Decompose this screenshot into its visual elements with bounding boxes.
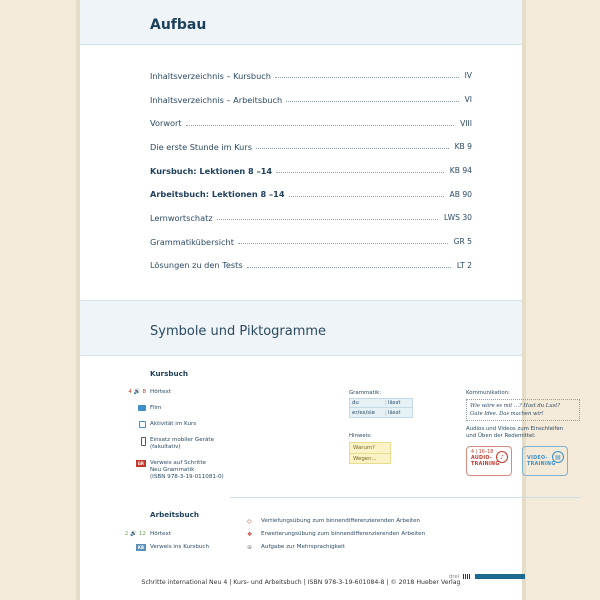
legend-item-mobile xyxy=(120,437,214,451)
toc-page-ref: LWS 30 xyxy=(444,213,472,223)
toc-row[interactable] xyxy=(150,64,472,88)
toc-label: Grammatikübersicht xyxy=(150,236,234,247)
toc-row[interactable] xyxy=(150,206,472,230)
toc-page-ref: IV xyxy=(464,71,472,81)
toc-row[interactable] xyxy=(150,111,472,135)
toc-page-ref: KB 9 xyxy=(454,142,472,152)
toc-label: Lösungen zu den Tests xyxy=(150,260,243,271)
page-title: Aufbau xyxy=(150,17,207,33)
symbols-band xyxy=(80,300,522,356)
toc-row[interactable] xyxy=(150,254,472,278)
toc-row[interactable] xyxy=(150,88,472,112)
toc-label: Inhaltsverzeichnis – Kursbuch xyxy=(150,70,271,81)
toc-leader-dots xyxy=(247,267,451,268)
toc-page-ref: GR 5 xyxy=(453,237,472,247)
kursbuch-title: Kursbuch xyxy=(150,369,189,378)
toc-leader-dots xyxy=(186,125,454,126)
diamond-outline-icon: ◇ xyxy=(247,518,252,525)
toc-row[interactable] xyxy=(150,159,472,183)
legend-item-grammar xyxy=(120,460,224,481)
grammar-row xyxy=(350,408,412,417)
grammar-label: Grammatik: xyxy=(349,390,382,396)
audio-track-code: 4 | 16–18 xyxy=(471,450,494,455)
toc-row[interactable] xyxy=(150,230,472,254)
legend-item-label: Aufgabe zur Mehrsprachigkeit xyxy=(261,544,345,550)
toc-leader-dots xyxy=(217,219,438,220)
toc-row[interactable] xyxy=(150,135,472,159)
toc-page-ref: VIII xyxy=(460,118,472,128)
toc-leader-dots xyxy=(276,172,444,173)
activity-icon xyxy=(120,421,146,431)
video-training-label: VIDEO- TRAINING xyxy=(527,456,556,467)
grammar-row xyxy=(350,399,412,408)
document-page xyxy=(80,0,564,600)
audio-training-label: AUDIO- TRAINING xyxy=(471,456,500,467)
grammar-tag-icon: GR xyxy=(137,461,144,466)
hint-row: Warum? xyxy=(353,445,376,451)
toc-label: Arbeitsbuch: Lektionen 8 –14 xyxy=(150,189,285,200)
legend-item-label: Film xyxy=(150,405,162,411)
film-icon xyxy=(120,405,146,414)
hint-box xyxy=(349,442,391,464)
audio-icon: 2 🔊 12 xyxy=(124,531,146,537)
grammar-pronoun: er/es/sie xyxy=(350,410,386,416)
hint-label: Hinweis: xyxy=(349,433,372,439)
video-training-badge xyxy=(522,446,568,476)
toc-leader-dots xyxy=(286,101,458,102)
grammar-verb: lässt xyxy=(388,409,401,416)
toc-label: Die erste Stunde im Kurs xyxy=(150,141,252,152)
header-band xyxy=(80,0,522,45)
grammar-box xyxy=(349,398,413,418)
table-of-contents xyxy=(150,64,472,277)
toc-page-ref: AB 90 xyxy=(449,189,472,199)
legend-item-extension xyxy=(247,531,425,538)
toc-leader-dots xyxy=(256,148,449,149)
legend-item-label: Aktivität im Kurs xyxy=(150,421,197,427)
toc-leader-dots xyxy=(238,243,448,244)
arbeitsbuch-title: Arbeitsbuch xyxy=(150,510,199,519)
legend-item-deepening xyxy=(247,518,420,525)
legend-item-label: Einsatz mobiler Geräte (fakultativ) xyxy=(150,437,215,450)
audio-training-badge xyxy=(466,446,512,476)
toc-label: Vorwort xyxy=(150,118,182,129)
legend-item-kb-reference xyxy=(120,544,209,551)
toc-leader-dots xyxy=(275,77,459,78)
legend-item-ab-hoertext xyxy=(120,531,171,538)
hint-row: Wegen... xyxy=(350,453,390,463)
toc-leader-dots xyxy=(289,196,444,197)
toc-page-ref: VI xyxy=(464,95,472,105)
legend-item-label: Verweis ins Kursbuch xyxy=(150,544,210,550)
communication-speech-box: Wie wäre es mit ...? Hast du Lust? Gute Idee. Das machen wir! xyxy=(466,399,580,421)
audio-video-description: Audios und Videos zum Einschleifen und Üben der Redemittel: xyxy=(466,426,564,439)
symbols-title: Symbole und Piktogramme xyxy=(150,324,327,339)
grammar-verb: lässt xyxy=(388,400,401,406)
legend-item-label: Verweis auf Schritte Neu Grammatik (ISBN 978-3-19-011081-0) xyxy=(150,460,224,480)
legend-item-label: Erweiterungsübung zum binnendifferenzierenden Arbeiten xyxy=(261,531,426,537)
speaker-icon: ♪ xyxy=(496,451,508,463)
toc-row[interactable] xyxy=(150,182,472,206)
communication-label: Kommunikation: xyxy=(466,390,510,396)
audio-icon: 4 🔊 8 xyxy=(128,389,146,395)
phone-icon xyxy=(120,437,146,449)
section-divider xyxy=(230,497,580,498)
legend-item-label: Vertiefungsübung zum binnendifferenzierenden Arbeiten xyxy=(261,518,421,524)
footer-citation: Schritte international Neu 4 | Kurs- und Arbeitsbuch | ISBN 978-3-19-601084-8 | © 2018 Hueber Verlag xyxy=(141,579,461,586)
toc-label: Inhaltsverzeichnis – Arbeitsbuch xyxy=(150,94,283,105)
legend-item-label: Hörtext xyxy=(150,531,171,537)
diamond-filled-icon: ❖ xyxy=(247,531,253,538)
page-number: drei xyxy=(449,574,460,580)
legend-item-multilingual xyxy=(247,544,345,551)
legend-item-film xyxy=(120,405,161,412)
multilingual-icon: ⊕ xyxy=(247,544,253,551)
legend-item-activity xyxy=(120,421,196,428)
page-edge-right xyxy=(522,0,526,600)
legend-item-hoertext xyxy=(120,389,171,396)
toc-label: Kursbuch: Lektionen 8 –14 xyxy=(150,165,273,176)
kb-tag-icon: KB xyxy=(137,545,144,550)
legend-item-label: Hörtext xyxy=(150,389,171,395)
toc-label: Lernwortschatz xyxy=(150,212,213,223)
toc-page-ref: LT 2 xyxy=(456,260,472,270)
film-strip-icon: ▤ xyxy=(552,451,564,463)
toc-page-ref: KB 94 xyxy=(449,166,472,176)
grammar-pronoun: du xyxy=(350,400,386,406)
